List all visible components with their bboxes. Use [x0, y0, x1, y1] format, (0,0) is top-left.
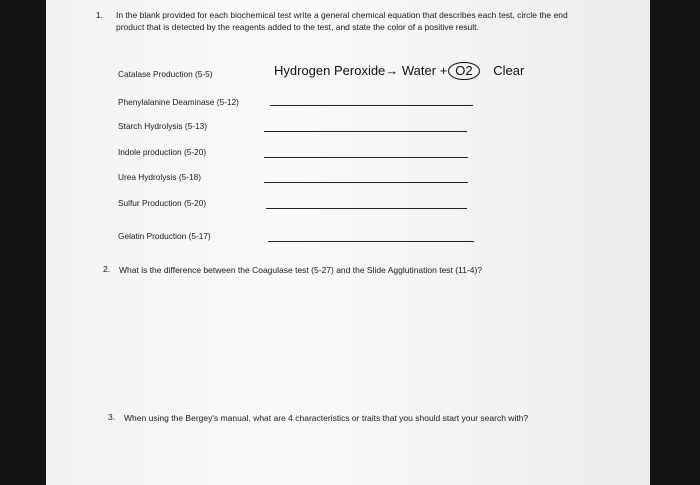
test-label-indole: Indole production (5-20): [118, 147, 207, 157]
answer-line-phenylalanine[interactable]: [270, 105, 473, 106]
test-label-phenylalanine: Phenylalanine Deaminase (5-12): [118, 97, 239, 107]
question-1-number: 1.: [96, 10, 104, 20]
worksheet-page: [46, 0, 650, 485]
test-label-sulfur: Sulfur Production (5-20): [118, 198, 207, 208]
handwritten-answer-catalase: [274, 62, 524, 80]
test-label-gelatin: Gelatin Production (5-17): [118, 231, 211, 241]
question-2-text: What is the difference between the Coagulase test (5-27) and the Slide Agglutination test (11-4)?: [119, 265, 483, 275]
answer-line-sulfur[interactable]: [266, 208, 467, 209]
test-label-starch: Starch Hydrolysis (5-13): [118, 121, 207, 131]
question-3-text: When using the Bergey's manual, what are 4 characteristics or traits that you should start your search with?: [124, 413, 529, 423]
circled-end-product: O2: [448, 62, 479, 80]
answer-line-gelatin[interactable]: [268, 241, 474, 242]
answer-line-starch[interactable]: [264, 131, 467, 132]
handwritten-equation: Hydrogen Peroxide→ Water +: [274, 63, 448, 78]
answer-line-urea[interactable]: [264, 182, 468, 183]
answer-line-indole[interactable]: [264, 157, 468, 158]
test-label-catalase: Catalase Production (5-5): [118, 69, 213, 79]
question-1-text: In the blank provided for each biochemical test write a general chemical equation that describes each test, circle the end product that is detected by the reagents added to the test, and state the color of a positive result.: [116, 10, 568, 32]
question-3-number: 3.: [108, 412, 116, 422]
test-label-urea: Urea Hydrolysis (5-18): [118, 172, 201, 182]
handwritten-color: Clear: [493, 63, 525, 78]
question-2-number: 2.: [103, 264, 111, 274]
